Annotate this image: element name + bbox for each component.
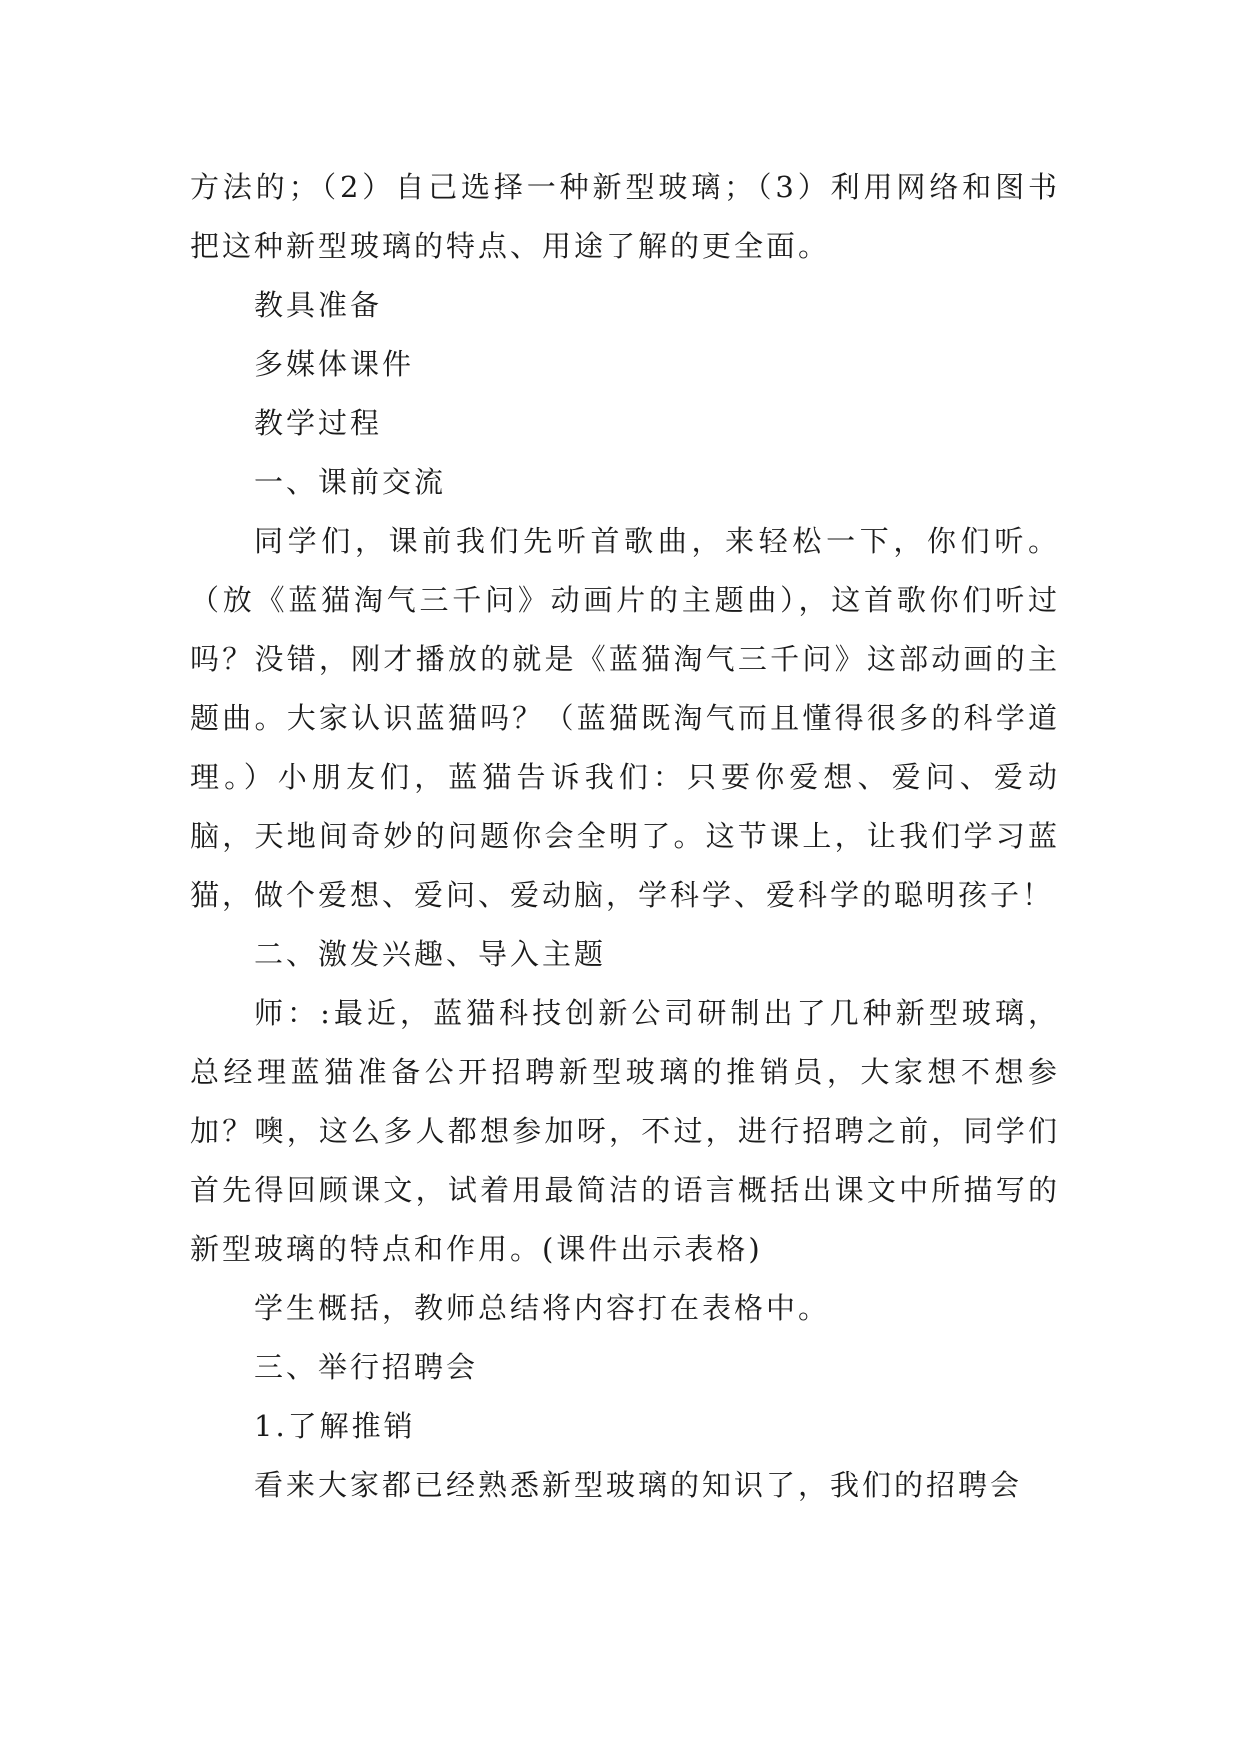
heading-subsection-1: 1.了解推销 [254,1409,416,1443]
heading-teaching-process: 教学过程 [254,406,383,440]
paragraph-students: 学生概括，教师总结将内容打在表格中。 [254,1291,831,1325]
heading-section-2: 二、激发兴趣、导入主题 [254,937,607,971]
paragraph-1: 方法的；（2）自己选择一种新型玻璃；（3）利用网络和图书把这种新型玻璃的特点、用途了解的更全面。 [190,170,1060,263]
heading-teaching-aids: 教具准备 [254,288,383,322]
paragraph-multimedia: 多媒体课件 [254,347,415,381]
paragraph-pre-class: 同学们，课前我们先听首歌曲，来轻松一下，你们听。（放《蓝猫淘气三千问》动画片的主题曲），这首歌你们听过吗？没错，刚才播放的就是《蓝猫淘气三千问》这部动画的主题曲。大家认识蓝猫吗？（蓝猫既淘气而且懂得很多的科学道理。）小朋友们，蓝猫告诉我们：只要你爱想、爱问、爱动脑，天地间奇妙的问题你会全明了。这节课上，让我们学习蓝猫，做个爱想、爱问、爱动脑，学科学、爱科学的聪明孩子！ [190,524,1060,912]
heading-section-3: 三、举行招聘会 [254,1350,479,1384]
heading-section-1: 一、课前交流 [254,465,447,499]
document-page [190,158,1060,1515]
paragraph-teacher: 师：:最近，蓝猫科技创新公司研制出了几种新型玻璃，总经理蓝猫准备公开招聘新型玻璃的推销员，大家想不想参加？噢，这么多人都想参加呀，不过，进行招聘之前，同学们首先得回顾课文，试着用最简洁的语言概括出课文中所描写的新型玻璃的特点和作用。(课件出示表格) [190,996,1060,1266]
paragraph-last: 看来大家都已经熟悉新型玻璃的知识了，我们的招聘会 [254,1468,1023,1502]
